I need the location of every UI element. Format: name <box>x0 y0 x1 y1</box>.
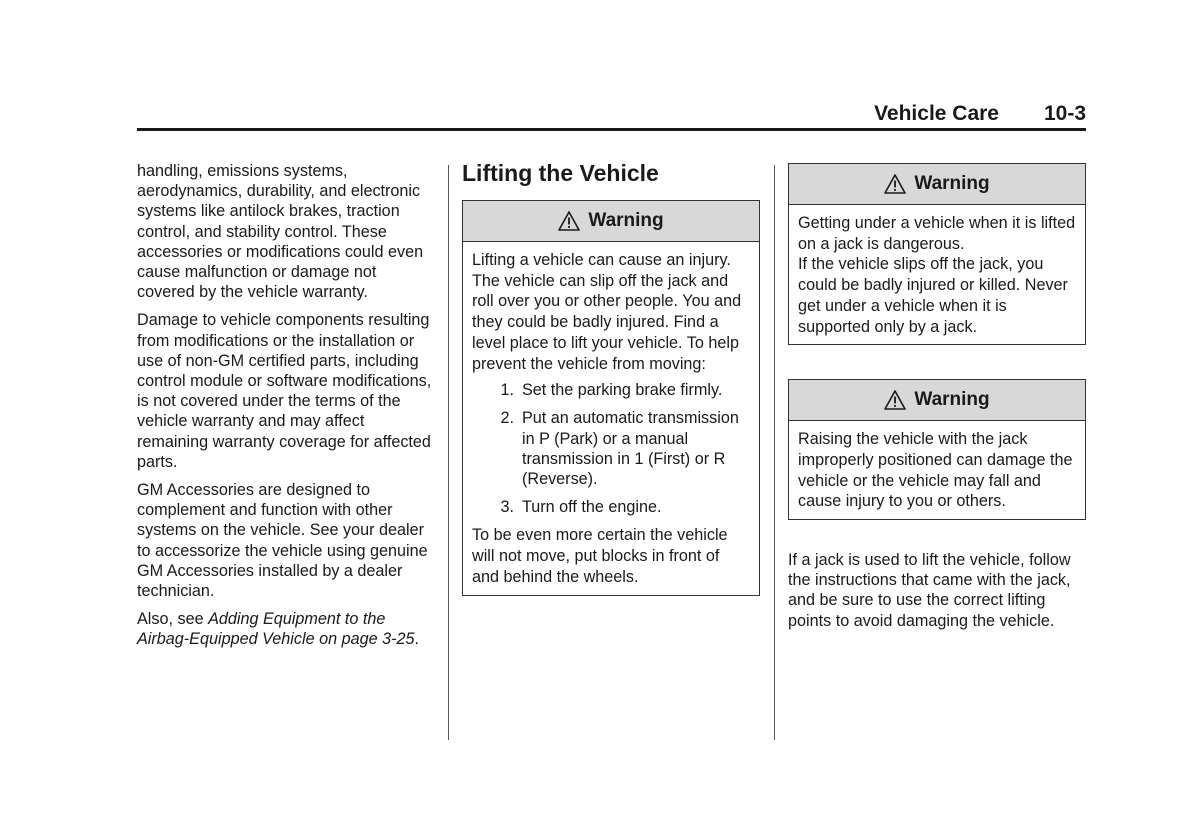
page-number: 10-3 <box>1043 102 1086 125</box>
warning-line: Getting under a vehicle when it is lifted on a jack is dangerous. <box>798 214 1076 253</box>
column-3 <box>788 163 1086 639</box>
list-item: 2. Put an automatic transmission in P (Park) or a manual transmission in 1 (First) or R (Reverse). <box>500 409 739 489</box>
steps-list <box>472 380 750 517</box>
warning-box-jack-danger <box>788 163 1086 345</box>
column-1 <box>137 161 437 658</box>
section-header-title: Vehicle Care <box>874 102 999 125</box>
warning-triangle-icon <box>884 174 906 194</box>
warning-box-jack-position <box>788 379 1086 520</box>
warning-outro: To be even more certain the vehicle will not move, put blocks in front of and behind the wheels. <box>472 526 728 586</box>
warning-header <box>463 201 759 242</box>
warning-header <box>789 164 1085 205</box>
column-2 <box>462 158 760 596</box>
paragraph-gm-accessories: GM Accessories are designed to complement and function with other systems on the vehicle. See your dealer to accessorize the vehicle using genuine GM Accessories installed by a dealer technician. <box>137 481 428 601</box>
paragraph-warranty: Damage to vehicle components resulting from modifications or the installation or use of non-GM certified parts, including control module or software modifications, is not covered under the terms of the vehicle warranty and may affect remaining warranty coverage for affected parts. <box>137 311 432 471</box>
section-title: Lifting the Vehicle <box>462 160 659 186</box>
column-divider-right <box>774 165 775 740</box>
warning-triangle-icon <box>558 211 580 231</box>
warning-text: Raising the vehicle with the jack improperly positioned can damage the vehicle or the vehicle may fall and cause injury to you or others. <box>798 430 1073 511</box>
warning-label: Warning <box>914 389 990 411</box>
cross-reference-link[interactable]: Adding Equipment to the Airbag-Equipped Vehicle on page 3-25 <box>137 610 415 649</box>
paragraph-jack-instructions: If a jack is used to lift the vehicle, follow the instructions that came with the jack, and be sure to use the correct lifting points to avoid damaging the vehicle. <box>788 551 1071 630</box>
warning-label: Warning <box>588 209 664 231</box>
list-item: 3. Turn off the engine. <box>500 498 662 517</box>
warning-body <box>789 421 1085 519</box>
paragraph-accessories-intro: handling, emissions systems, aerodynamics, durability, and electronic systems like antilock brakes, traction control, and stability control. These accessories or modifications could even cause malfunction or damage not covered by the vehicle warranty. <box>137 162 424 302</box>
column-divider-left <box>448 165 449 740</box>
page-header <box>137 100 1086 128</box>
warning-header <box>789 380 1085 421</box>
warning-triangle-icon <box>884 390 906 410</box>
warning-body <box>463 242 759 595</box>
paragraph-also-see: Also, see Adding Equipment to the Airbag-Equipped Vehicle on page 3-25. <box>137 610 419 649</box>
list-item: 1. Set the parking brake firmly. <box>500 381 723 400</box>
warning-line: If the vehicle slips off the jack, you could be badly injured or killed. Never get under a vehicle when it is supported only by a jack. <box>798 255 1068 336</box>
header-rule <box>137 128 1086 131</box>
warning-intro: Lifting a vehicle can cause an injury. The vehicle can slip off the jack and roll over you or other people. You and they could be badly injured. Find a level place to lift your vehicle. To help prevent the vehicle from moving: <box>472 251 742 373</box>
warning-label: Warning <box>914 172 990 194</box>
warning-body <box>789 205 1085 344</box>
warning-box-lifting <box>462 200 760 596</box>
